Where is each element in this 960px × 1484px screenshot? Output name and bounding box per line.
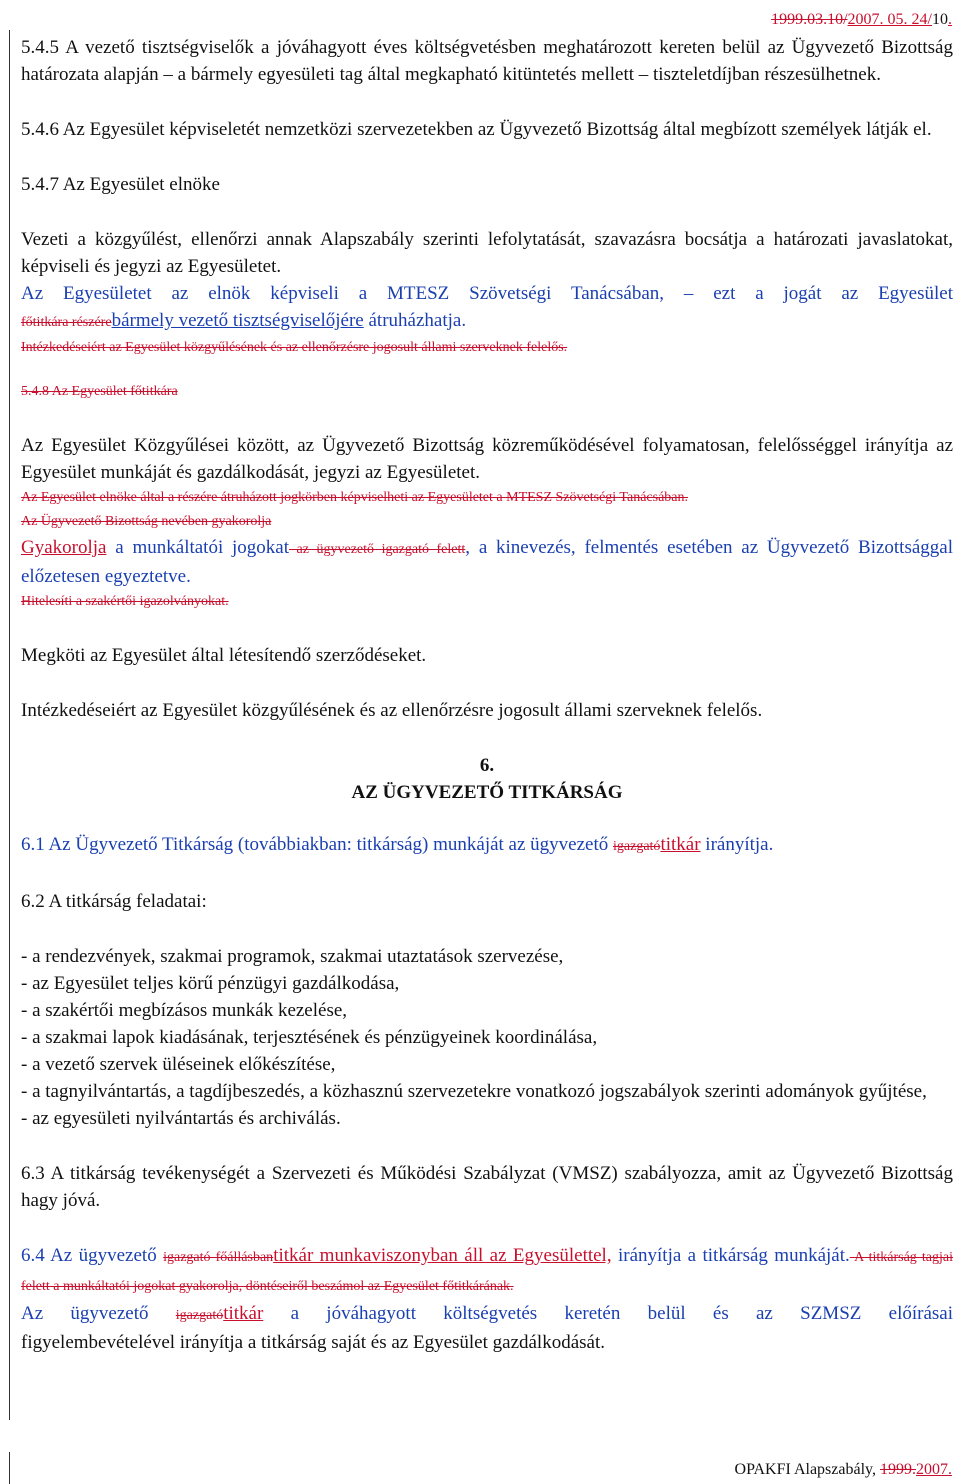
- deleted-line-3: Hitelesíti a szakértői igazolványokat.: [21, 594, 229, 609]
- section-6-1: 6.1 Az Ügyvezető Titkárság (továbbiakban: titkárság) munkáját az ügyvezető igazgatótitkár irányítja.: [21, 834, 774, 855]
- deleted-text: A titkárság tagjai felett a munkáltatói jogokat gyakorolja, döntéseiről beszámol az Egyesület főtitkárának.: [21, 1250, 954, 1294]
- footer-new-year: 2007.: [916, 1461, 952, 1478]
- chapter-title: AZ ÜGYVEZETŐ TITKÁRSÁG: [351, 782, 623, 803]
- deleted-line-1: Az Egyesület elnöke által a részére átruházott jogkörben képviselheti az Egyesületet a MTESZ Szövetségi Tanácsában.: [21, 490, 689, 505]
- deleted-text: főtitkára részére: [21, 315, 112, 330]
- revision-bar-footer: [9, 1452, 10, 1484]
- document-body: [21, 34, 953, 1356]
- deleted-text: az ügyvezető igazgató felett: [289, 542, 466, 557]
- section-5-4-7-title: 5.4.7 Az Egyesület elnöke: [21, 174, 220, 195]
- header-dot: .: [948, 11, 952, 28]
- deleted-text: igazgató főállásban: [163, 1250, 274, 1265]
- general-management: Az Egyesület Közgyűlései között, az Ügyvezető Bizottság közreműködésével folyamatosan, felelősséggel irányítja az Egyesület munkáját és gazdálkodását, jegyzi az Egyesületet.: [21, 435, 953, 483]
- employer-rights: Gyakorolja a munkáltatói jogokat az ügyvezető igazgató felett, a kinevezés, felmentés esetében az Ügyvezető Bizottsággal előzetesen egyeztetve.: [21, 537, 953, 587]
- task-item: - a szakértői megbízásos munkák kezelése,: [21, 1000, 348, 1021]
- chapter-number: 6.: [479, 755, 495, 776]
- section-6-2-title: 6.2 A titkárság feladatai:: [21, 891, 207, 912]
- task-item: - az Egyesület teljes körű pénzügyi gazdálkodása,: [21, 973, 400, 994]
- contracts-paragraph: Megköti az Egyesület által létesítendő szerződéseket.: [21, 645, 427, 666]
- task-item: - a vezető szervek üléseinek előkészítése,: [21, 1054, 336, 1075]
- deleted-section-5-4-8-title: 5.4.8 Az Egyesület főtitkára: [21, 384, 178, 399]
- task-item: - a szakmai lapok kiadásának, terjesztésének és pénzügyeinek koordinálása,: [21, 1027, 598, 1048]
- president-duties: Vezeti a közgyűlést, ellenőrzi annak Alapszabály szerinti lefolytatását, szavazásra bocsátja a határozati javaslatokat, képviseli és jegyzi az Egyesületet.: [21, 229, 953, 277]
- section-5-4-6: 5.4.6 Az Egyesület képviseletét nemzetközi szervezetekben az Ügyvezető Bizottság által megbízott személyek látják el.: [21, 119, 932, 140]
- deleted-line-2: Az Ügyvezető Bizottság nevében gyakorolja: [21, 514, 272, 529]
- page-footer: [735, 1460, 952, 1480]
- responsibility-paragraph: Intézkedéseiért az Egyesület közgyűlésének és az ellenőrzésre jogosult állami szerveknek felelős.: [21, 700, 763, 721]
- president-representation: Az Egyesületet az elnök képviseli a MTESZ Szövetségi Tanácsában, – ezt a jogát az Egyesület: [21, 283, 953, 304]
- deleted-word: igazgató: [613, 839, 661, 854]
- revision-bar: [9, 30, 10, 1420]
- section-6-4: 6.4 Az ügyvezető igazgató főállásbantitkár munkaviszonyban áll az Egyesülettel, irányítja a titkárság munkáját. A titkárság tagjai felett a munkáltatói jogokat gyakorolja, döntéseiről beszámol az Egyesület főtitkárának.: [21, 1245, 954, 1294]
- task-item: - a tagnyilvántartás, a tagdíjbeszedés, a közhasznú szervezetekre vonatkozó jogszabályok szerinti adományok gyűjtése,: [21, 1081, 927, 1102]
- task-item: - az egyesületi nyilvántartás és archiválás.: [21, 1108, 341, 1129]
- page-header: [771, 10, 952, 30]
- section-6-4-end: figyelembevételével irányítja a titkárság saját és az Egyesület gazdálkodását.: [21, 1332, 605, 1353]
- header-new-date: 2007. 05. 24/: [847, 11, 932, 28]
- inserted-word: titkár: [660, 834, 701, 855]
- inserted-word: Gyakorolja: [21, 537, 107, 558]
- section-6-4-budget: Az ügyvezető igazgatótitkár a jóváhagyott költségvetés keretén belül és az SZMSZ előírásai: [21, 1303, 953, 1324]
- inserted-word: titkár: [223, 1303, 264, 1324]
- footer-label: OPAKFI Alapszabály,: [734, 1461, 880, 1478]
- president-transfer: [21, 307, 953, 336]
- section-5-4-5: 5.4.5 A vezető tisztségviselők a jóváhagyott éves költségvetésben meghatározott kereten belül az Ügyvezető Bizottság határozata alapján – a bármely egyesületi tag által megkapható kitüntetés mellett – tiszteletdíjban részesülhetnek.: [21, 37, 953, 85]
- deleted-word: igazgató: [175, 1308, 224, 1323]
- inserted-text: titkár munkaviszonyban áll az Egyesülettel,: [273, 1245, 612, 1266]
- task-item: - a rendezvények, szakmai programok, szakmai utaztatások szervezése,: [21, 946, 564, 967]
- page-number: 10: [932, 11, 948, 28]
- inserted-text: bármely vezető tisztségviselőjére: [111, 310, 364, 331]
- footer-old-year: 1999.: [880, 1461, 916, 1478]
- section-6-3: 6.3 A titkárság tevékenységét a Szervezeti és Működési Szabályzat (VMSZ) szabályozza, amit az Ügyvezető Bizottság hagy jóvá.: [21, 1163, 953, 1211]
- header-old-date: 1999.03.10/: [771, 11, 848, 28]
- deleted-responsibility: Intézkedéseiért az Egyesület közgyűlésének és az ellenőrzésre jogosult állami szerveknek felelős.: [21, 340, 568, 355]
- transfer-text: átruházhatja.: [363, 310, 467, 331]
